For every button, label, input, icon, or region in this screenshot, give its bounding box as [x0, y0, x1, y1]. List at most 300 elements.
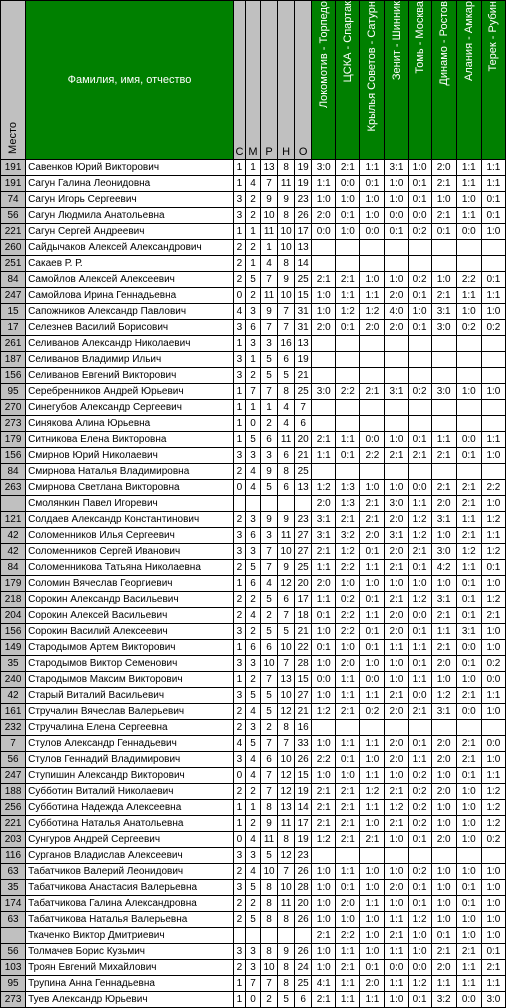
stat-cell: 2	[233, 960, 245, 976]
score-cell	[481, 848, 505, 864]
name-cell: Толмачев Борис Кузьмич	[26, 944, 234, 960]
stat-cell: 7	[278, 864, 295, 880]
score-cell	[408, 720, 431, 736]
stat-cell: 3	[233, 352, 245, 368]
score-cell: 2:1	[312, 272, 336, 288]
score-cell	[360, 352, 385, 368]
score-cell: 1:1	[456, 960, 481, 976]
stat-cell: 1	[245, 160, 260, 176]
score-cell: 0:1	[456, 768, 481, 784]
stat-cell: 2	[233, 272, 245, 288]
score-cell: 0:0	[336, 176, 360, 192]
score-cell	[431, 368, 456, 384]
place-cell: 256	[1, 800, 26, 816]
score-cell: 1:2	[408, 512, 431, 528]
table-row	[1, 176, 506, 192]
table-row	[1, 752, 506, 768]
table-row	[1, 928, 506, 944]
score-cell: 0:1	[336, 320, 360, 336]
score-cell: 0:1	[336, 448, 360, 464]
table-row	[1, 800, 506, 816]
stat-cell: 2	[245, 368, 260, 384]
stat-cell: 0	[233, 288, 245, 304]
table-row	[1, 544, 506, 560]
score-cell: 1:1	[408, 640, 431, 656]
match-header: Терек - Рубин	[481, 1, 505, 160]
stat-header-s: С	[233, 1, 245, 160]
place-cell: 240	[1, 672, 26, 688]
score-cell: 3:2	[431, 992, 456, 1008]
score-cell: 0:1	[408, 736, 431, 752]
place-cell: 191	[1, 160, 26, 176]
score-cell: 0:1	[481, 944, 505, 960]
score-cell: 0:1	[481, 208, 505, 224]
table-row	[1, 288, 506, 304]
stat-cell: 3	[233, 944, 245, 960]
table-row	[1, 272, 506, 288]
score-cell: 2:1	[481, 608, 505, 624]
score-cell	[481, 352, 505, 368]
score-cell: 2:2	[360, 448, 385, 464]
score-cell: 1:0	[481, 912, 505, 928]
stat-cell: 2	[233, 896, 245, 912]
score-cell	[312, 352, 336, 368]
score-cell: 0:0	[312, 672, 336, 688]
table-row	[1, 224, 506, 240]
stat-cell: 1	[233, 336, 245, 352]
stat-cell: 19	[295, 832, 312, 848]
stat-cell: 8	[278, 160, 295, 176]
stat-cell: 26	[295, 864, 312, 880]
score-cell: 2:1	[312, 816, 336, 832]
stat-cell: 8	[261, 880, 278, 896]
stat-cell: 1	[261, 400, 278, 416]
score-cell: 0:2	[456, 320, 481, 336]
score-cell	[312, 368, 336, 384]
score-cell: 1:0	[385, 432, 408, 448]
name-cell: Селиванов Евгений Викторович	[26, 368, 234, 384]
score-cell: 2:1	[360, 384, 385, 400]
place-cell: 218	[1, 592, 26, 608]
stat-cell: 8	[278, 912, 295, 928]
table-row	[1, 496, 506, 512]
stat-cell: 3	[233, 192, 245, 208]
name-cell: Сорокин Алексей Васильевич	[26, 608, 234, 624]
place-cell: 156	[1, 368, 26, 384]
score-cell: 0:1	[408, 192, 431, 208]
score-cell: 3:2	[336, 528, 360, 544]
score-cell: 1:0	[481, 576, 505, 592]
stat-cell: 31	[295, 320, 312, 336]
score-cell: 0:0	[408, 960, 431, 976]
score-cell	[456, 336, 481, 352]
stat-cell: 21	[295, 704, 312, 720]
stat-cell: 2	[233, 592, 245, 608]
stat-cell: 5	[245, 880, 260, 896]
stat-cell: 7	[278, 320, 295, 336]
score-cell: 1:1	[408, 672, 431, 688]
score-cell	[385, 336, 408, 352]
score-cell: 0:0	[456, 432, 481, 448]
stat-cell: 3	[261, 448, 278, 464]
stat-cell: 15	[295, 672, 312, 688]
score-cell: 1:1	[456, 976, 481, 992]
score-cell: 1:0	[456, 816, 481, 832]
stat-cell: 1	[261, 240, 278, 256]
score-cell: 3:1	[456, 624, 481, 640]
stat-cell: 9	[261, 512, 278, 528]
score-cell: 1:0	[456, 784, 481, 800]
score-cell: 1:0	[360, 272, 385, 288]
name-cell: Табатчикова Галина Александровна	[26, 896, 234, 912]
place-cell: 63	[1, 912, 26, 928]
score-cell: 0:0	[360, 224, 385, 240]
score-cell	[431, 336, 456, 352]
stat-cell: 7	[261, 784, 278, 800]
score-cell: 1:0	[360, 912, 385, 928]
stat-header-r: Р	[261, 1, 278, 160]
score-cell: 3:1	[431, 304, 456, 320]
score-cell: 0:0	[360, 672, 385, 688]
stat-cell: 23	[295, 848, 312, 864]
score-cell: 1:2	[456, 544, 481, 560]
score-cell: 0:1	[408, 432, 431, 448]
stat-cell: 7	[261, 384, 278, 400]
place-cell: 42	[1, 528, 26, 544]
score-cell: 1:0	[481, 640, 505, 656]
table-row	[1, 688, 506, 704]
score-cell	[408, 240, 431, 256]
score-cell: 2:1	[431, 288, 456, 304]
score-cell: 1:0	[481, 752, 505, 768]
score-cell: 0:1	[408, 176, 431, 192]
score-cell: 1:1	[336, 736, 360, 752]
stat-cell: 5	[245, 736, 260, 752]
score-cell: 3:1	[431, 704, 456, 720]
stat-cell	[233, 496, 245, 512]
score-cell: 1:0	[360, 928, 385, 944]
score-cell: 1:1	[481, 528, 505, 544]
score-cell: 1:0	[312, 288, 336, 304]
stat-cell: 7	[245, 384, 260, 400]
score-cell: 1:1	[336, 992, 360, 1008]
stat-cell: 11	[278, 816, 295, 832]
score-cell: 0:0	[481, 672, 505, 688]
score-cell: 1:0	[431, 880, 456, 896]
score-cell	[385, 720, 408, 736]
stat-cell: 2	[233, 256, 245, 272]
match-header: Крылья Советов - Сатурн	[360, 1, 385, 160]
table-row	[1, 832, 506, 848]
stat-cell: 0	[233, 480, 245, 496]
name-cell: Старый Виталий Васильевич	[26, 688, 234, 704]
score-cell: 1:1	[360, 992, 385, 1008]
name-cell: Серебренников Андрей Юрьевич	[26, 384, 234, 400]
score-cell: 1:1	[360, 768, 385, 784]
stat-cell: 21	[295, 448, 312, 464]
stat-cell: 11	[278, 528, 295, 544]
stat-cell: 7	[295, 400, 312, 416]
score-cell: 1:1	[360, 896, 385, 912]
stat-cell: 12	[278, 768, 295, 784]
score-cell	[481, 256, 505, 272]
score-cell: 1:1	[481, 176, 505, 192]
stat-cell: 8	[278, 720, 295, 736]
table-row	[1, 640, 506, 656]
table-row	[1, 864, 506, 880]
stat-cell: 1	[245, 800, 260, 816]
table-row	[1, 336, 506, 352]
score-cell: 1:2	[481, 512, 505, 528]
score-cell: 1:2	[481, 816, 505, 832]
stat-cell: 21	[295, 624, 312, 640]
score-cell: 1:2	[481, 800, 505, 816]
score-cell: 2:0	[385, 288, 408, 304]
stat-cell: 1	[233, 432, 245, 448]
score-cell: 1:0	[385, 768, 408, 784]
score-cell: 2:1	[336, 784, 360, 800]
score-cell: 0:1	[312, 608, 336, 624]
score-cell: 2:1	[385, 448, 408, 464]
score-cell: 2:0	[431, 160, 456, 176]
score-cell: 2:1	[431, 608, 456, 624]
score-cell: 1:0	[481, 384, 505, 400]
score-cell: 1:0	[385, 896, 408, 912]
score-cell: 0:0	[408, 480, 431, 496]
place-cell: 149	[1, 640, 26, 656]
name-cell: Сунгуров Андрей Сергеевич	[26, 832, 234, 848]
name-cell: Стручалина Елена Сергеевна	[26, 720, 234, 736]
table-row	[1, 512, 506, 528]
score-cell: 1:1	[336, 672, 360, 688]
score-cell: 0:1	[456, 656, 481, 672]
score-cell: 0:2	[408, 800, 431, 816]
score-cell: 2:0	[431, 496, 456, 512]
table-row	[1, 944, 506, 960]
score-cell: 0:1	[408, 656, 431, 672]
score-cell: 1:1	[481, 160, 505, 176]
score-cell: 1:0	[312, 944, 336, 960]
score-cell: 4:0	[385, 304, 408, 320]
stat-cell: 18	[295, 608, 312, 624]
name-cell: Сорокин Александр Васильевич	[26, 592, 234, 608]
score-cell: 0:1	[408, 320, 431, 336]
score-cell: 0:1	[385, 224, 408, 240]
stat-cell: 2	[245, 192, 260, 208]
score-cell	[431, 352, 456, 368]
stat-cell: 19	[295, 176, 312, 192]
score-cell: 2:1	[360, 512, 385, 528]
score-cell: 1:1	[360, 560, 385, 576]
stat-cell: 4	[245, 176, 260, 192]
score-cell: 0:1	[360, 624, 385, 640]
score-cell: 2:0	[312, 320, 336, 336]
stat-cell: 5	[261, 368, 278, 384]
name-cell: Стародымов Артем Викторович	[26, 640, 234, 656]
score-cell: 1:2	[408, 912, 431, 928]
place-cell: 56	[1, 944, 26, 960]
stat-cell: 5	[278, 992, 295, 1008]
table-row	[1, 880, 506, 896]
stat-cell: 9	[278, 512, 295, 528]
place-cell: 263	[1, 480, 26, 496]
score-cell: 2:1	[431, 480, 456, 496]
stat-cell: 4	[278, 400, 295, 416]
table-row	[1, 480, 506, 496]
stat-header-n: Н	[278, 1, 295, 160]
place-cell: 273	[1, 416, 26, 432]
stat-cell: 3	[233, 656, 245, 672]
table-row	[1, 704, 506, 720]
stat-cell: 7	[278, 608, 295, 624]
stat-cell: 4	[278, 416, 295, 432]
score-cell	[481, 240, 505, 256]
stat-cell: 3	[245, 960, 260, 976]
stat-cell: 2	[245, 816, 260, 832]
stat-cell: 3	[245, 336, 260, 352]
score-cell: 1:0	[385, 864, 408, 880]
stat-cell: 8	[261, 896, 278, 912]
stat-cell: 25	[295, 560, 312, 576]
score-cell	[336, 720, 360, 736]
stat-cell: 26	[295, 912, 312, 928]
score-cell	[456, 464, 481, 480]
score-cell: 0:1	[360, 544, 385, 560]
stat-cell: 7	[261, 320, 278, 336]
place-cell: 247	[1, 768, 26, 784]
stat-cell: 7	[278, 656, 295, 672]
score-cell: 1:0	[312, 864, 336, 880]
score-cell: 1:0	[408, 160, 431, 176]
stat-cell: 3	[261, 528, 278, 544]
score-cell	[336, 336, 360, 352]
score-cell: 0:2	[408, 768, 431, 784]
score-cell: 1:1	[360, 288, 385, 304]
table-row	[1, 736, 506, 752]
stat-cell: 2	[233, 912, 245, 928]
score-cell: 1:0	[431, 864, 456, 880]
score-cell: 2:1	[336, 272, 360, 288]
stat-cell: 24	[295, 960, 312, 976]
stat-cell: 7	[261, 544, 278, 560]
table-row	[1, 912, 506, 928]
place-cell: 179	[1, 432, 26, 448]
stat-cell: 11	[261, 288, 278, 304]
stat-cell: 27	[295, 528, 312, 544]
table-row	[1, 816, 506, 832]
score-cell	[385, 352, 408, 368]
stat-cell: 3	[261, 336, 278, 352]
score-cell	[385, 848, 408, 864]
score-cell	[360, 336, 385, 352]
score-cell: 0:0	[456, 992, 481, 1008]
stat-cell: 9	[261, 304, 278, 320]
stat-cell: 19	[295, 352, 312, 368]
score-cell: 4:2	[431, 560, 456, 576]
score-cell: 0:2	[481, 320, 505, 336]
score-cell: 3:1	[312, 512, 336, 528]
place-cell: 35	[1, 880, 26, 896]
score-cell: 1:1	[431, 624, 456, 640]
table-row	[1, 784, 506, 800]
name-cell: Субботин Виталий Николаевич	[26, 784, 234, 800]
name-cell: Соломин Вячеслав Георгиевич	[26, 576, 234, 592]
stat-cell: 3	[233, 848, 245, 864]
stat-cell: 3	[245, 544, 260, 560]
score-cell	[431, 720, 456, 736]
score-cell: 1:0	[481, 624, 505, 640]
place-cell: 95	[1, 976, 26, 992]
table-row	[1, 560, 506, 576]
table-row	[1, 240, 506, 256]
score-cell: 0:1	[360, 640, 385, 656]
score-cell: 0:1	[456, 576, 481, 592]
stat-cell: 5	[261, 848, 278, 864]
score-cell: 1:1	[312, 448, 336, 464]
score-cell: 1:1	[360, 800, 385, 816]
score-cell: 2:0	[336, 896, 360, 912]
score-cell: 1:1	[360, 160, 385, 176]
stat-cell: 4	[245, 480, 260, 496]
stat-cell: 11	[261, 832, 278, 848]
score-cell: 1:0	[336, 912, 360, 928]
stat-cell: 12	[278, 848, 295, 864]
score-cell: 2:1	[312, 800, 336, 816]
table-row	[1, 208, 506, 224]
score-cell: 1:0	[481, 880, 505, 896]
score-cell: 2:1	[312, 432, 336, 448]
score-cell: 2:0	[431, 656, 456, 672]
score-cell: 0:1	[360, 592, 385, 608]
score-cell: 2:0	[312, 496, 336, 512]
stat-cell: 1	[245, 352, 260, 368]
table-row	[1, 896, 506, 912]
score-cell: 1:0	[312, 736, 336, 752]
score-cell: 1:1	[456, 512, 481, 528]
score-cell: 0:2	[408, 864, 431, 880]
score-cell: 1:0	[312, 912, 336, 928]
stat-cell: 4	[261, 256, 278, 272]
place-cell: 84	[1, 560, 26, 576]
stat-cell: 26	[295, 752, 312, 768]
score-cell: 1:1	[481, 768, 505, 784]
stat-cell: 21	[295, 368, 312, 384]
score-cell: 1:0	[431, 192, 456, 208]
stat-cell: 23	[295, 192, 312, 208]
place-cell: 103	[1, 960, 26, 976]
score-cell: 1:0	[360, 656, 385, 672]
score-cell: 0:2	[408, 272, 431, 288]
stat-cell: 1	[233, 160, 245, 176]
match-header: Алания - Амкар	[456, 1, 481, 160]
score-cell: 1:2	[481, 784, 505, 800]
place-cell: 56	[1, 752, 26, 768]
score-cell: 2:1	[431, 944, 456, 960]
score-cell: 1:3	[336, 496, 360, 512]
place-cell: 95	[1, 384, 26, 400]
stat-cell	[295, 496, 312, 512]
score-cell: 2:0	[385, 512, 408, 528]
score-cell: 1:0	[336, 576, 360, 592]
score-cell: 1:0	[312, 896, 336, 912]
score-cell: 2:0	[385, 704, 408, 720]
score-cell: 2:1	[385, 688, 408, 704]
score-cell: 0:2	[408, 224, 431, 240]
stat-cell: 3	[245, 944, 260, 960]
score-cell: 2:0	[360, 976, 385, 992]
stat-cell: 7	[261, 560, 278, 576]
stat-cell: 20	[295, 432, 312, 448]
